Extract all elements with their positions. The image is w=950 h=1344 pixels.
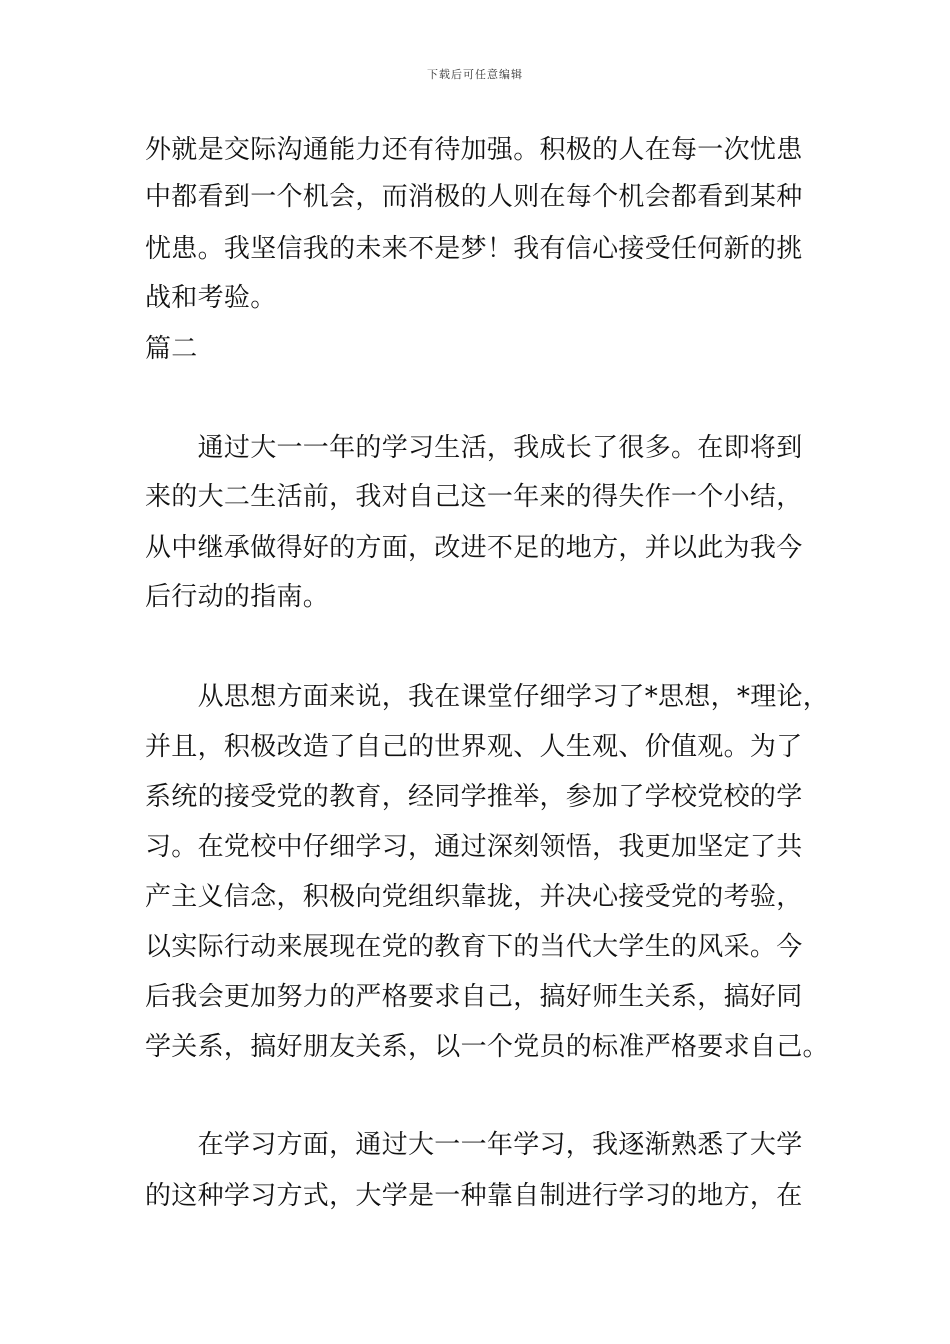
text-line: 在学习方面，通过大一一年学习，我逐渐熟悉了大学 xyxy=(145,1130,803,1160)
text-line: 习。在党校中仔细学习，通过深刻领悟，我更加坚定了共 xyxy=(145,832,803,862)
text-line: 后我会更加努力的严格要求自己，搞好师生关系，搞好同 xyxy=(145,982,803,1012)
page-header-note: 下载后可任意编辑 xyxy=(427,68,523,81)
text-line: 外就是交际沟通能力还有待加强。积极的人在每一次忧患 xyxy=(145,135,803,165)
text-line: 来的大二生活前，我对自己这一年来的得失作一个小结， xyxy=(145,482,803,512)
text-line: 后行动的指南。 xyxy=(145,582,330,612)
text-line: 以实际行动来展现在党的教育下的当代大学生的风采。今 xyxy=(145,932,803,962)
text-line: 通过大一一年的学习生活，我成长了很多。在即将到 xyxy=(145,433,803,463)
text-line: 学关系，搞好朋友关系，以一个党员的标准严格要求自己。 xyxy=(145,1032,829,1062)
text-line: 从思想方面来说，我在课堂仔细学习了*思想，*理论， xyxy=(145,682,830,712)
text-line: 产主义信念，积极向党组织靠拢，并决心接受党的考验， xyxy=(145,882,803,912)
text-line: 并且，积极改造了自己的世界观、人生观、价值观。为了 xyxy=(145,732,803,762)
text-line: 的这种学习方式，大学是一种靠自制进行学习的地方，在 xyxy=(145,1181,803,1211)
text-line: 战和考验。 xyxy=(145,283,277,313)
section-heading: 篇二 xyxy=(145,334,198,364)
text-line: 忧患。我坚信我的未来不是梦！我有信心接受任何新的挑 xyxy=(145,234,803,264)
text-line: 系统的接受党的教育，经同学推举，参加了学校党校的学 xyxy=(145,782,803,812)
text-line: 从中继承做得好的方面，改进不足的地方，并以此为我今 xyxy=(145,533,803,563)
text-line: 中都看到一个机会，而消极的人则在每个机会都看到某种 xyxy=(145,182,803,212)
